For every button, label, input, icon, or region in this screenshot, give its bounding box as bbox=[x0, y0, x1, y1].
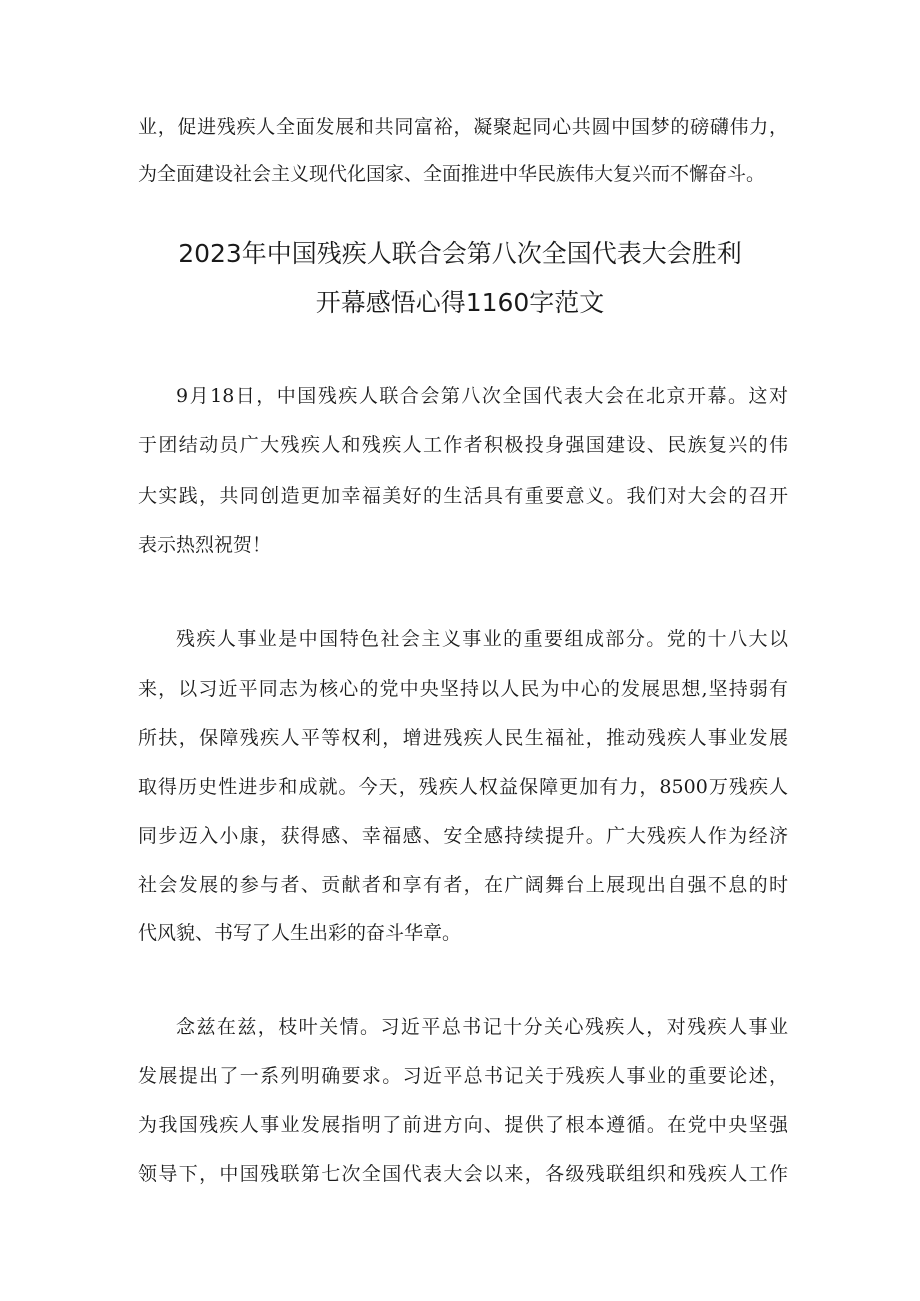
intro-line: 为全面建设社会主义现代化国家、全面推进中华民族伟大复兴而不懈奋斗。 bbox=[138, 163, 766, 185]
paragraph-line: 9月18日，中国残疾人联合会第八次全国代表大会在北京开幕。这对 bbox=[176, 385, 788, 407]
intro-line: 业，促进残疾人全面发展和共同富裕，凝聚起同心共圆中国梦的磅礴伟力， bbox=[138, 116, 788, 138]
paragraph-line: 同步迈入小康，获得感、幸福感、安全感持续提升。广大残疾人作为经济 bbox=[138, 825, 788, 847]
paragraph-line: 社会发展的参与者、贡献者和享有者，在广阔舞台上展现出自强不息的时 bbox=[138, 874, 788, 896]
paragraph-line: 代风貌、书写了人生出彩的奋斗华章。 bbox=[138, 922, 462, 944]
paragraph-line: 所扶，保障残疾人平等权利，增进残疾人民生福祉，推动残疾人事业发展 bbox=[138, 727, 788, 749]
paragraph-line: 残疾人事业是中国特色社会主义事业的重要组成部分。党的十八大以 bbox=[176, 628, 788, 650]
paragraph-line: 取得历史性进步和成就。今天，残疾人权益保障更加有力，8500万残疾人 bbox=[138, 776, 788, 798]
paragraph-line: 念兹在兹，枝叶关情。习近平总书记十分关心残疾人，对残疾人事业 bbox=[176, 1016, 788, 1038]
paragraph-line: 大实践，共同创造更加幸福美好的生活具有重要意义。我们对大会的召开 bbox=[138, 485, 788, 507]
paragraph-line: 于团结动员广大残疾人和残疾人工作者积极投身强国建设、民族复兴的伟 bbox=[138, 434, 788, 456]
paragraph-line: 为我国残疾人事业发展指明了前进方向、提供了根本遵循。在党中央坚强 bbox=[138, 1114, 788, 1136]
paragraph-line: 发展提出了一系列明确要求。习近平总书记关于残疾人事业的重要论述， bbox=[138, 1065, 788, 1087]
paragraph-line: 来，以习近平同志为核心的党中央坚持以人民为中心的发展思想,坚持弱有 bbox=[138, 678, 788, 700]
document-title: 2023年中国残疾人联合会第八次全国代表大会胜利 bbox=[178, 239, 742, 268]
paragraph-line: 领导下，中国残联第七次全国代表大会以来，各级残联组织和残疾人工作 bbox=[138, 1163, 788, 1185]
document-title: 开幕感悟心得1160字范文 bbox=[315, 288, 605, 317]
paragraph-line: 表示热烈祝贺！ bbox=[138, 534, 272, 556]
